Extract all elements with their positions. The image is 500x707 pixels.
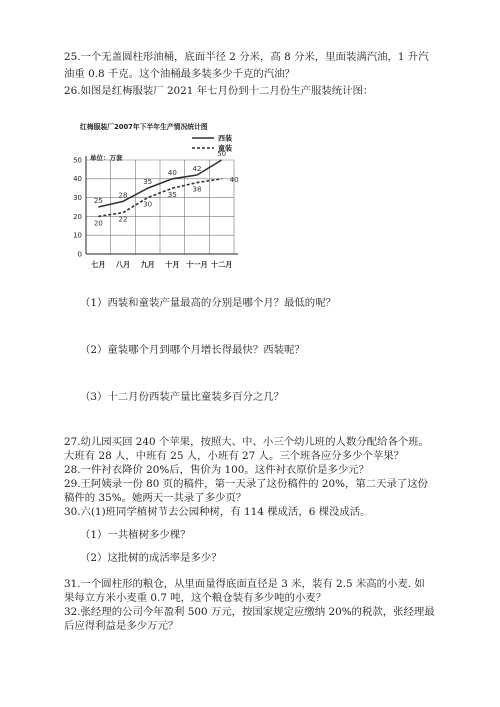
question-32-line-2: 后应得利益是多少万元？ [64, 620, 179, 632]
question-29-line-2: 稿件的 35%。她两天一共录了多少页？ [64, 492, 247, 504]
question-31-line-1: 31.一个圆柱形的粮仓，从里面量得底面直径是 3 米，装有 2.5 米高的小麦. 如 [64, 578, 425, 590]
question-26-intro: 26.如图是红梅服装厂 2021 年七月份到十二月份生产服装统计图： [64, 85, 374, 97]
data-label: 22 [118, 215, 128, 224]
chart-title: 红梅服装厂2007年下半年生产情况统计图 [80, 123, 208, 131]
data-label: 20 [93, 219, 103, 228]
x-tick-label: 九月 [140, 260, 155, 269]
legend-label: 西装 [218, 134, 232, 143]
question-26-sub-2: （2）童装哪个月到哪个月增长得最快？西装呢？ [80, 344, 305, 356]
legend-label: 童装 [218, 144, 232, 153]
question-26-sub-1: （1）西装和童装产量最高的分别是哪个月？最低的呢？ [80, 297, 336, 309]
question-27-line-2: 大班有 28 人，中班有 25 人，小班有 27 人。三个班各应分多少个苹果？ [64, 450, 405, 462]
question-27-line-1: 27.幼儿园买回 240 个苹果，按照大、中、小三个幼儿班的人数分配给各个班。 [64, 436, 430, 448]
x-tick-label: 十二月 [210, 260, 233, 269]
y-tick-label: 40 [73, 175, 82, 184]
data-label: 38 [192, 185, 202, 194]
x-tick-label: 十月 [165, 260, 180, 269]
y-tick-label: 50 [73, 156, 82, 165]
data-label: 50 [217, 150, 227, 158]
question-26-sub-3: （3）十二月份西装产量比童装多百分之几？ [80, 391, 285, 403]
data-label: 28 [118, 191, 128, 200]
y-tick-label: 20 [73, 212, 82, 221]
x-tick-label: 八月 [115, 260, 131, 269]
data-label: 42 [192, 165, 202, 174]
y-tick-label: 10 [73, 231, 82, 240]
question-28: 28.一件衬衣降价 20%后，售价为 100。这件衬衣原价是多少元？ [64, 464, 370, 476]
question-31-line-2: 果每立方米小麦重 0.7 吨，这个粮仓装有多少吨的小麦？ [64, 592, 327, 604]
question-30-sub-2: （2）这批树的成活率是多少？ [80, 552, 222, 564]
y-tick-label: 30 [73, 194, 82, 202]
x-tick-label: 七月 [91, 260, 106, 269]
x-tick-label: 十一月 [186, 260, 208, 269]
question-25-line-1: 25.一个无盖圆柱形油桶，底面半径 2 分米，高 8 分米，里面装满汽油，1 升汽 [64, 51, 429, 63]
y-axis-label: 单位：万套 [90, 154, 123, 162]
question-30-line-1: 30.六(1)班同学植树节去公园种树，有 114 棵成活，6 棵没成活。 [64, 506, 371, 518]
data-label: 25 [93, 197, 103, 205]
data-label: 40 [229, 175, 239, 184]
data-label: 35 [143, 178, 153, 187]
x-tick-labels [91, 260, 232, 269]
y-tick-labels [73, 156, 82, 258]
question-29-line-1: 29.王阿姨录一份 80 页的稿件，第一天录了这份稿件的 20%，第二天录了这份 [64, 478, 429, 490]
y-tick-label: 0 [77, 250, 82, 259]
data-label: 30 [143, 200, 153, 209]
question-30-sub-1: （1）一共植树多少棵？ [80, 529, 191, 541]
data-label: 40 [167, 168, 177, 177]
data-label: 35 [167, 191, 177, 200]
chart-legend [192, 134, 232, 153]
question-32-line-1: 32.张经理的公司今年盈利 500 万元，按国家规定应缴纳 20%的税款，张经理最 [64, 606, 435, 618]
question-25-line-2: 油重 0.8 千克。这个油桶最多装多少千克的汽油？ [64, 68, 295, 80]
line-chart [64, 114, 264, 276]
